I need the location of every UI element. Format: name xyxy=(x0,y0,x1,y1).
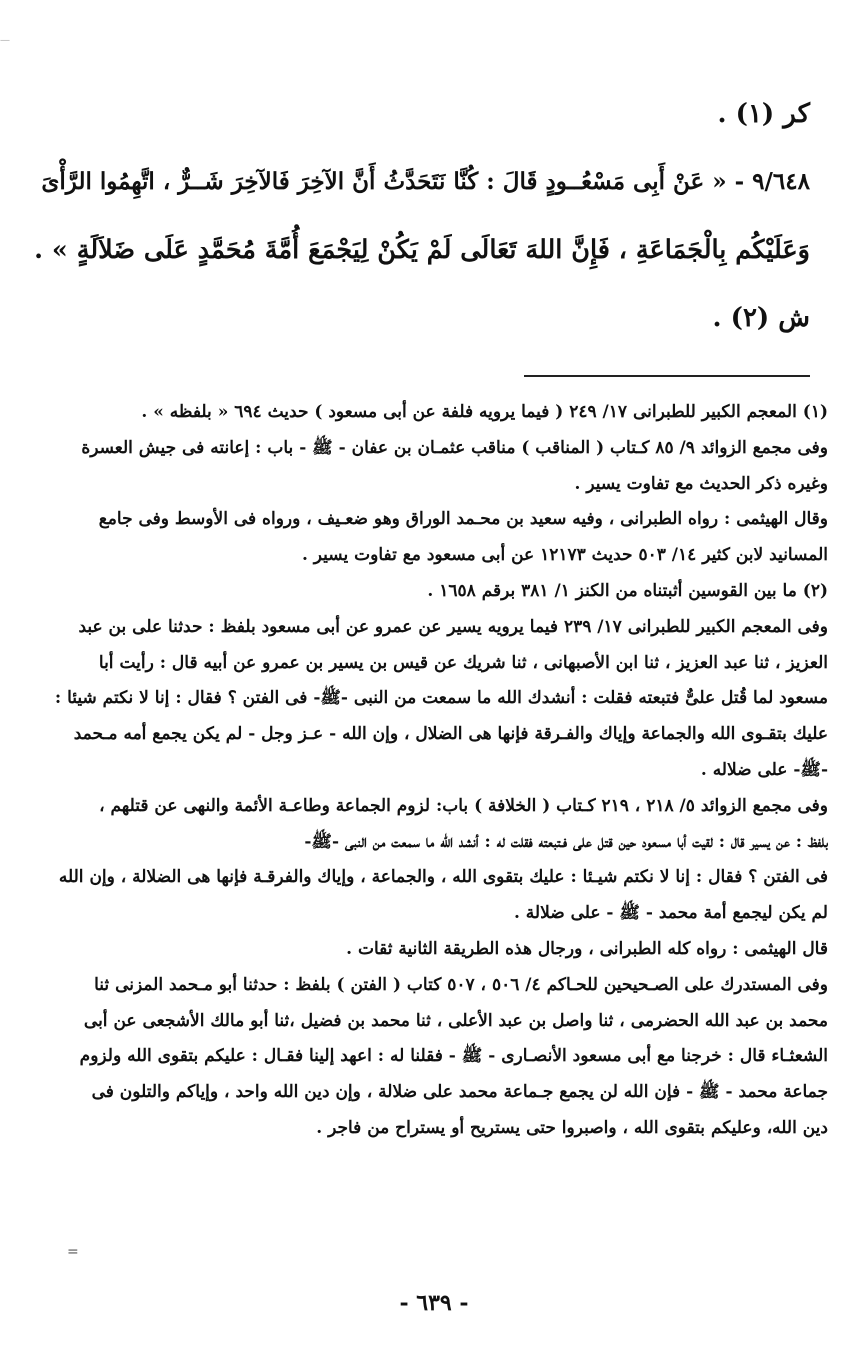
hadith-line: كر (١) . xyxy=(717,99,810,129)
page-number: - ٦٣٩ - xyxy=(399,1290,469,1316)
hadith-line: وَعَلَيْكُم بِالْجَمَاعَةِ ، فَإِنَّ اللهَ تَعَالَى لَمْ يَكُنْ لِيَجْمَعَ أُمَّةَ مُحَمَّدٍ عَلَى ضَلاَلَةٍ » . xyxy=(34,235,810,265)
footnote-line: لم يكن ليجمع أمة محمد - ﷺ - على ضلالة . xyxy=(513,903,828,924)
footnote-line: الشعثـاء قال : خرجنا مع أبى مسعود الأنصـارى - ﷺ - فقلنا له : اعهد إلينا فقـال : عليكم بتقوى الله ولزوم xyxy=(79,1046,828,1067)
footnote-line: -ﷺ- على ضلاله . xyxy=(700,759,828,780)
footnote-line: المسانيد لابن كثير ١٤/ ٥٠٣ حديث ١٢١٧٣ عن أبى مسعود مع تفاوت يسير . xyxy=(301,545,828,566)
footnote-line: وفى مجمع الزوائد ٩/ ٨٥ كـتاب ( المناقب ) مناقب عثمـان بن عفان - ﷺ - باب : إعانته فى جيش العسرة xyxy=(81,437,828,458)
footnote-line: وفى المستدرك على الصـحيحين للحـاكم ٤/ ٥٠٦ ، ٥٠٧ كتاب ( الفتن ) بلفظ : حدثنا أبو مـحمد المزنى ثنا xyxy=(94,974,828,995)
footnote-line: قال الهيثمى : رواه كله الطبرانى ، ورجال هذه الطريقة الثانية ثقات . xyxy=(346,938,828,959)
footnote-line: دين الله، وعليكم بتقوى الله ، واصبروا حتى يستريح أو يستراح من فاجر . xyxy=(316,1117,828,1138)
footnote-line: بلفظ : عن يسير قال : لقيت أبا مسعود حين قتل على فـتبعته فقلت له : أنشد الله ما سمعت من النبى -ﷺ- xyxy=(304,831,828,852)
footnote-line: (٢) ما بين القوسين أثبتناه من الكنز ١/ ٣٨١ برقم ١٦٥٨ . xyxy=(427,580,828,601)
footnote-separator xyxy=(524,375,810,377)
footnote-line: عليك بتقـوى الله والجماعة وإياك والفـرقة فإنها هى الضلال ، وإن الله - عـز وجل - لم يكن يجمع أمه مـحمد xyxy=(73,724,828,745)
footnote-line: فى الفتن ؟ فقال : إنا لا نكتم شيـئا : عليك بتقوى الله ، والجماعة ، وإياك والفرقـة فإنها هى الضلالة ، وإن الله xyxy=(58,867,828,888)
hadith-line: ش (٢) . xyxy=(712,303,810,333)
margin-equals-mark: = xyxy=(67,1244,79,1260)
footnote-line: جماعة محمد - ﷺ - فإن الله لن يجمع جـماعة محمد على ضلالة ، وإن دين الله واحد ، وإياكم والتلون فى xyxy=(91,1082,828,1103)
hadith-text xyxy=(30,80,810,352)
corner-mark: — xyxy=(0,35,10,46)
footnote-line: وفى مجمع الزوائد ٥/ ٢١٨ ، ٢١٩ كـتاب ( الخلافة ) باب: لزوم الجماعة وطاعـة الأئمة والنهى عن قتلهم ، xyxy=(99,795,828,816)
hadith-line: ٩/٦٤٨ - « عَنْ أَبِى مَسْعُــودٍ قَالَ : كُنَّا نَتَحَدَّثُ أَنَّ الآخِرَ فَالآخِرَ شَــرٌّ ، اتَّهِمُوا الرَّأْىَ xyxy=(41,168,810,195)
footnote-line: وفى المعجم الكبير للطبرانى ١٧/ ٢٣٩ فيما يرويه يسير عن عمرو عن أبى مسعود بلفظ : حدثنا على بن عبد xyxy=(78,616,828,637)
footnote-line: وقال الهيثمى : رواه الطبرانى ، وفيه سعيد بن محـمد الوراق وهو ضعـيف ، ورواه فى الأوسط وفى جامع xyxy=(98,509,828,530)
footnote-line: (١) المعجم الكبير للطبرانى ١٧/ ٢٤٩ ( فيما يرويه فلفة عن أبى مسعود ) حديث ٦٩٤ « بلفظه » . xyxy=(141,402,828,422)
footnote-line: وغيره ذكر الحديث مع تفاوت يسير . xyxy=(574,473,828,494)
footnote-line: محمد بن عبد الله الحضرمى ، ثنا واصل بن عبد الأعلى ، ثنا محمد بن فضيل ،ثنا أبو مالك الأشجعى عن أبى xyxy=(83,1010,828,1031)
footnote-line: العزيز ، ثنا عبد العزيز ، ثنا ابن الأصبهانى ، ثنا شريك عن قيس بن يسير بن عمرو عن أبيه قال : رأيت أبا xyxy=(98,652,828,673)
footnote-line: مسعود لما قُتل علىٌّ فتبعته فقلت : أنشدك الله ما سمعت من النبى -ﷺ- فى الفتن ؟ فقال : إنا لا نكتم شيئا : xyxy=(54,688,828,709)
footnotes xyxy=(38,395,828,1147)
